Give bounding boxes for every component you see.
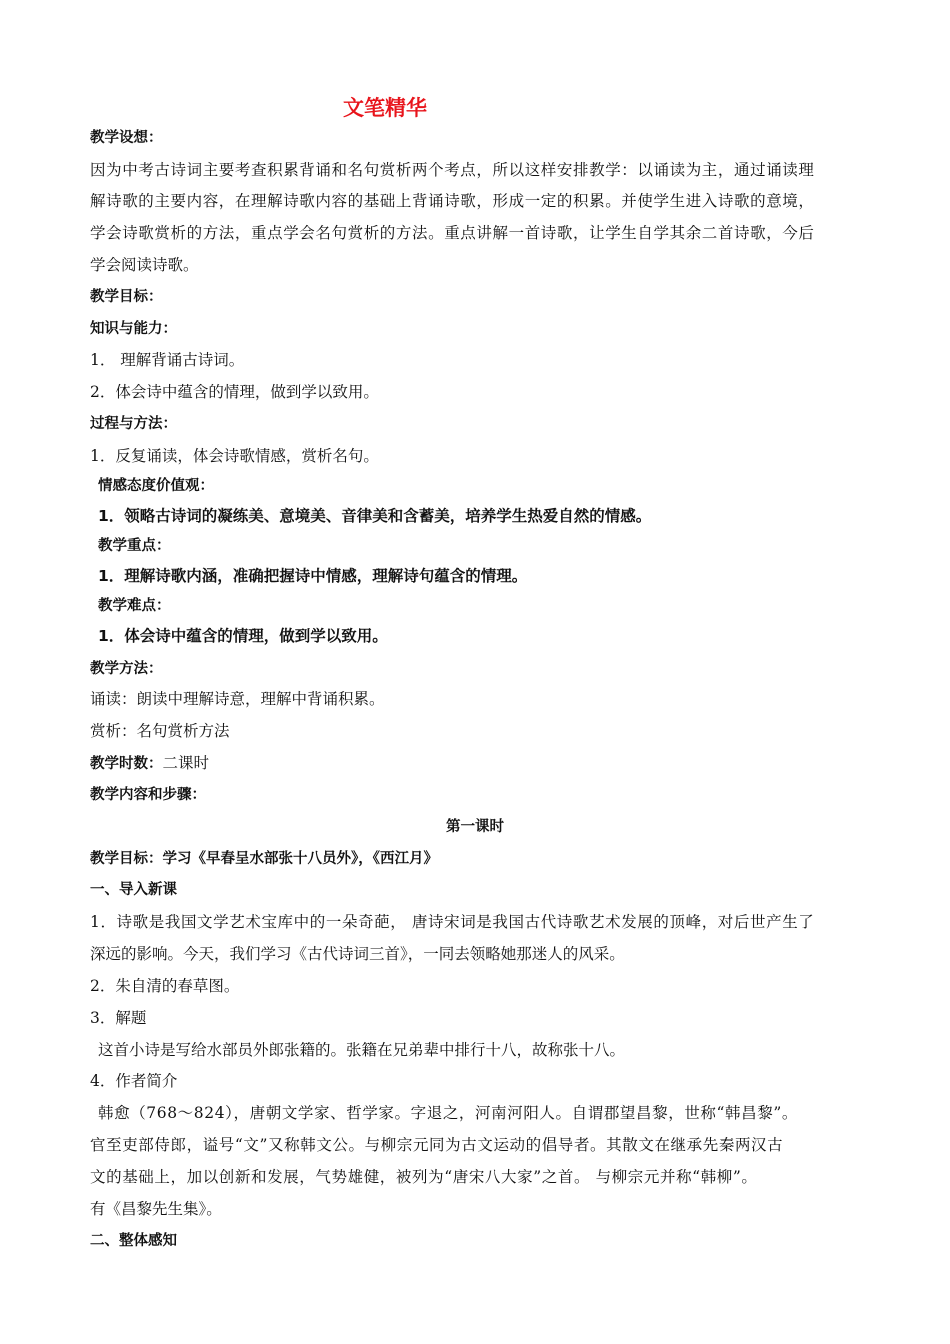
section-heading: 教学难点： [98,598,171,614]
section-heading: 教学重点： [98,538,171,554]
list-item: 1．领略古诗词的凝练美、意境美、音律美和含蓄美，培养学生热爱自然的情感。 [98,507,652,525]
paragraph-line: 学会阅读诗歌。 [90,256,199,274]
value: 二课时 [162,754,210,772]
section-heading: 知识与能力： [90,321,177,337]
document-title: 文笔精华 [343,96,427,120]
section-heading: 二、整体感知 [90,1233,177,1249]
list-item: 1．反复诵读，体会诗歌情感，赏析名句。 [90,447,379,465]
section-heading: 过程与方法： [90,416,177,432]
list-item: 2．体会诗中蕴含的情理，做到学以致用。 [90,383,379,401]
list-item: 1．理解诗歌内涵，准确把握诗中情感，理解诗句蕴含的情理。 [98,567,528,585]
paragraph-line: 有《昌黎先生集》。 [90,1200,222,1218]
paragraph-line [90,753,209,774]
paragraph-line: 官至吏部侍郎，谥号“文”又称韩文公。与柳宗元同为古文运动的倡导者。其散文在继承先秦两汉古 [90,1136,784,1154]
section-heading: 一、导入新课 [90,882,177,898]
section-heading: 教学目标： [90,289,163,305]
paragraph-line: 学会诗歌赏析的方法，重点学会名句赏析的方法。重点讲解一首诗歌，让学生自学其余二首诗歌，今后 [90,224,815,242]
paragraph-line: 赏析：名句赏析方法 [90,722,230,740]
paragraph-line: 因为中考古诗词主要考查积累背诵和名句赏析两个考点，所以这样安排教学：以诵读为主，通过诵读理 [90,161,815,179]
label: 教学时数： [90,756,163,772]
paragraph-line: 文的基础上，加以创新和发展，气势雄健，被列为“唐宋八大家”之首。 与柳宗元并称“韩柳”。 [90,1168,758,1186]
lesson-heading: 第一课时 [446,819,504,835]
section-heading: 教学目标：学习《早春呈水部张十八员外》，《西江月》 [90,851,438,867]
paragraph-line: 诵读：朗读中理解诗意，理解中背诵积累。 [90,690,385,708]
paragraph-line: 这首小诗是写给水部员外郎张籍的。张籍在兄弟辈中排行十八，故称张十八。 [98,1041,626,1059]
paragraph-line: 韩愈（768～824），唐朝文学家、哲学家。字退之，河南河阳人。自谓郡望昌黎，世称“韩昌黎”。 [98,1104,798,1122]
paragraph-line: 1．诗歌是我国文学艺术宝库中的一朵奇葩， 唐诗宋词是我国古代诗歌艺术发展的顶峰，对后世产生了 [90,913,815,931]
paragraph-line: 解诗歌的主要内容，在理解诗歌内容的基础上背诵诗歌，形成一定的积累。并使学生进入诗歌的意境， [90,192,815,210]
section-heading: 教学设想： [90,130,163,146]
list-item: 4．作者简介 [90,1072,178,1090]
section-heading: 教学方法： [90,661,163,677]
list-item: 3．解题 [90,1009,147,1027]
list-item: 1． 理解背诵古诗词。 [90,351,245,369]
paragraph-line: 深远的影响。今天，我们学习《古代诗词三首》，一同去领略她那迷人的风采。 [90,945,625,963]
section-heading: 情感态度价值观： [98,478,214,494]
list-item: 2．朱自清的春草图。 [90,977,240,995]
list-item: 1．体会诗中蕴含的情理，做到学以致用。 [98,627,388,645]
section-heading: 教学内容和步骤： [90,787,206,803]
